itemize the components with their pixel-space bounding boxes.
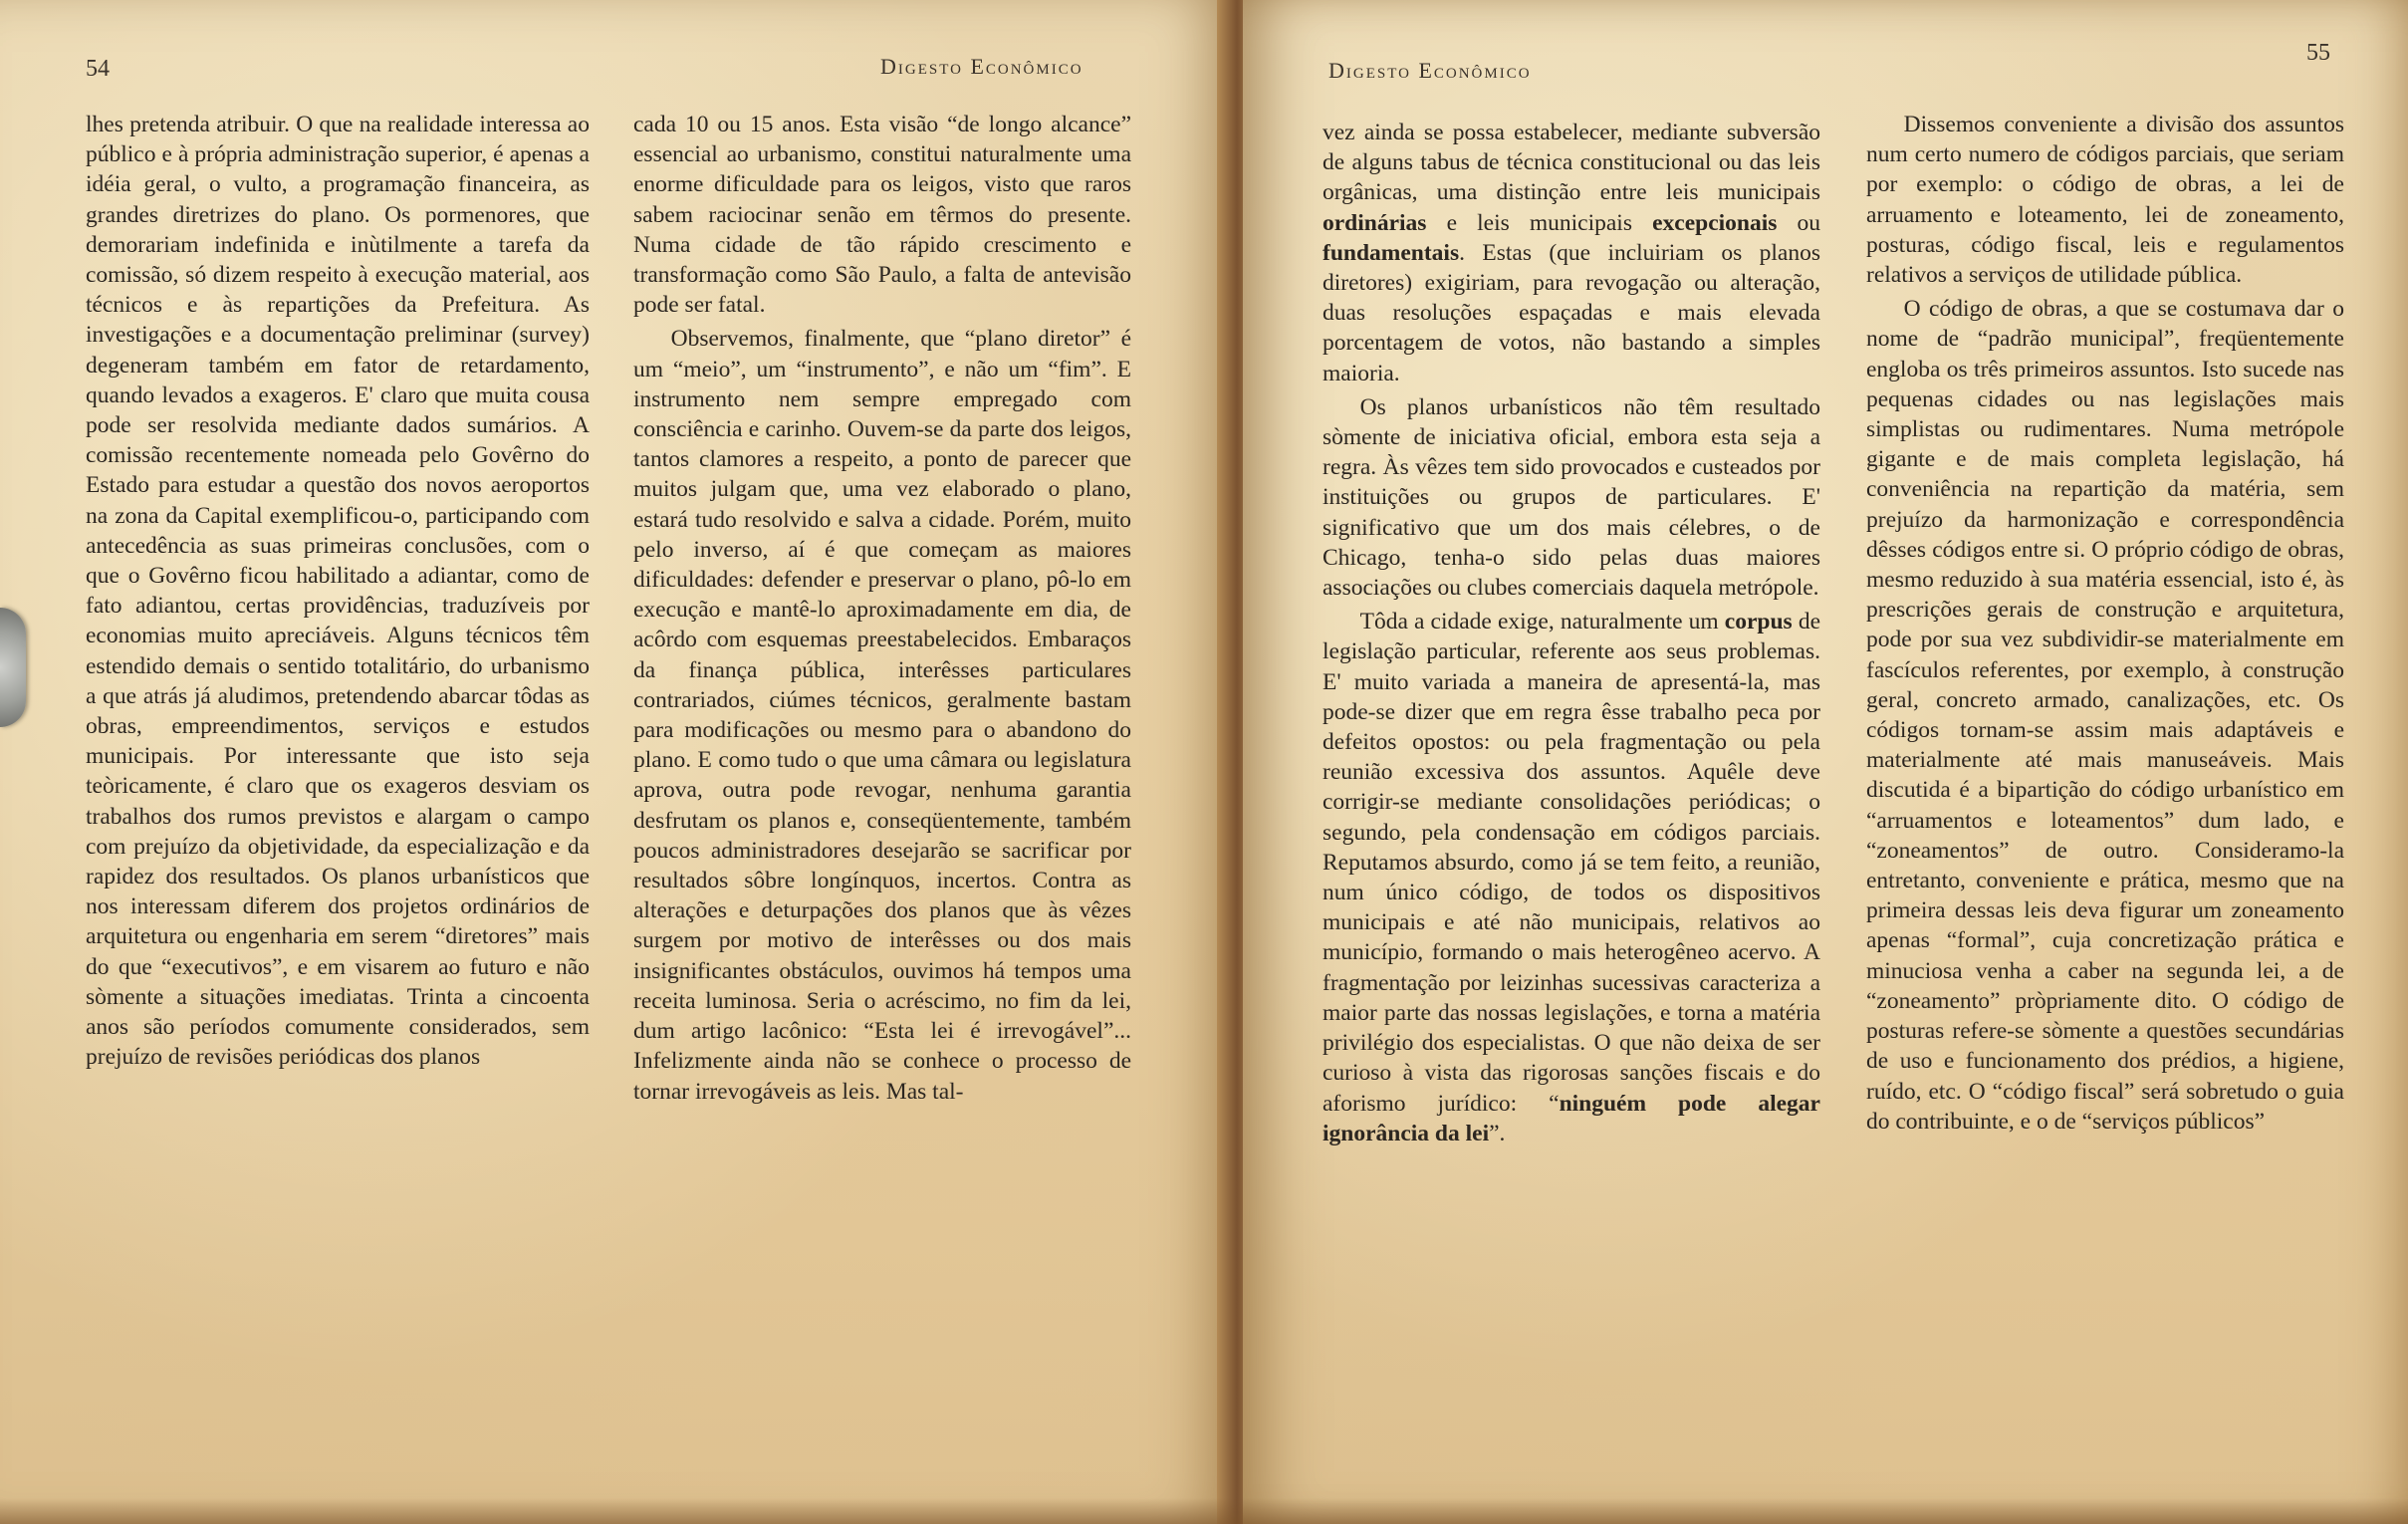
paragraph: Observemos, finalmente, que “plano diretor” é um “meio”, um “instrumento”, e não um “fim”. E instrumento nem sempre empregado com consciência e carinho. Ouvem-se da parte dos leigos, tantos clamores a respeito, a ponto de parecer que muitos julgam que, uma vez elaborado o plano, estará tudo resolvido e salva a cidade. Porém, muito pelo inverso, aí é que começam as maiores dificuldades: defender e preservar o plano, pô-lo em execução e mantê-lo aproximadamente em dia, de acôrdo com esquemas preestabelecidos. Embaraços da finança pública, interêsses particulares contrariados, ciúmes técnicos, geralmente bastam para modificações ou mesmo para o abandono do plano. E como tudo o que uma câmara ou legislatura aprova, outra pode revogar, nenhuma garantia desfrutam os planos e, conseqüentemente, também poucos administradores desejarão se sacrificar por resultados sôbre longínquos, incertos. Contra as alterações e deturpações dos planos que às vêzes surgem por motivo de interêsses ou dos mais insignificantes obstáculos, ouvimos há tempos uma receita luminosa. Seria o acréscimo, no fim da lei, dum artigo lacônico: “Esta lei é irrevogável”... Infelizmente ainda não se conhece o processo de tornar irrevogáveis as leis. Mas tal- — [633, 326, 1131, 1105]
paragraph: Tôda a cidade exige, naturalmente um corpus de legislação particular, referente aos seus problemas. E' muito variada a maneira de apresentá-la, mas pode-se dizer que em regra êsse trabalho peca por defeitos opostos: ou pela fragmentação ou pela reunião excessiva dos assuntos. Aquêle deve corrigir-se mediante consolidações periódicas; o segundo, pela condensação em códigos parciais. Reputamos absurdo, como já se tem feito, a reunião, num único código, de todos os dispositivos municipais e até não municipais, relativos ao município, formando o mais heterogêneo acervo. A fragmentação por leizinhas sucessivas caracteriza a maior parte das nossas legislações, e torna a matéria privilégio dos especialistas. O que não deixa de ser curioso à vista das rigorosas sanções fiscais e do aforismo jurídico: “ninguém pode alegar ignorância da lei”. — [1323, 609, 1820, 1146]
paragraph: cada 10 ou 15 anos. Esta visão “de longo alcance” essencial ao urbanismo, constitui naturalmente uma enorme dificuldade para os leigos, visto que raros sabem raciocinar senão em têrmos do presente. Numa cidade de tão rápido crescimento e transformação como São Paulo, a falta de antevisão pode ser fatal. — [633, 112, 1131, 319]
right-page-number: 55 — [2306, 40, 2330, 66]
binder-clip-icon — [0, 608, 26, 727]
left-column-1 — [86, 110, 590, 1073]
right-column-2 — [1866, 110, 2344, 1137]
left-page-number: 54 — [86, 56, 110, 82]
paragraph: Dissemos conveniente a divisão dos assuntos num certo numero de códigos parciais, que seriam por exemplo: o código de obras, a lei de arruamento e loteamento, lei de zoneamento, posturas, código fiscal, leis e regulamentos relativos a serviços de utilidade pública. — [1866, 112, 2344, 289]
right-running-head: Digesto Econômico — [1328, 58, 1532, 83]
paragraph: vez ainda se possa estabelecer, mediante subversão de alguns tabus de técnica constitucional ou das leis orgânicas, uma distinção entre leis municipais ordinárias e leis municipais excepcionais ou fundamentais. Estas (que incluiriam os planos diretores) exigiriam, para revogação ou alteração, duas resoluções espaçadas e mais elevada porcentagem de votos, não bastando a simples maioria. — [1323, 120, 1821, 386]
right-page — [1243, 0, 2408, 1524]
paragraph: O código de obras, a que se costumava dar o nome de “padrão municipal”, freqüentemente engloba os três primeiros assuntos. Isto sucede nas pequenas cidades ou nas legislações mais simplistas ou rudimentares. Numa metrópole gigante e de mais completa legislação, há conveniência na repartição da matéria, sem prejuízo da harmonização e correspondência dêsses códigos entre si. O próprio código de obras, mesmo reduzido à sua matéria essencial, isto é, às prescrições gerais de construção e arquitetura, pode por sua vez subdividir-se materialmente em fascículos referentes, por exemplo, à construção geral, concreto armado, canalizações, etc. Os códigos tornam-se assim mais adaptáveis e materialmente até mais manuseáveis. Mais discutida é a bipartição do código urbanístico em “arruamentos e loteamentos” dum lado, e “zoneamentos” de outro. Consideramo-la entretanto, conveniente e prática, mesmo que na primeira dessas leis deva figurar um zoneamento apenas “formal”, cuja concretização prática e minuciosa venha a caber na segunda lei, a de “zoneamento” pròpriamente dito. O código de posturas refere-se sòmente a questões secundárias de uso e funcionamento dos prédios, a higiene, ruído, etc. O “código fiscal” será sobretudo o guia do contribuinte, e o de “serviços públicos” — [1866, 296, 2344, 1135]
paragraph: lhes pretenda atribuir. O que na realidade interessa ao público e à própria administração superior, é apenas a idéia geral, o vulto, a programação financeira, as grandes diretrizes do plano. Os pormenores, que demorariam indefinida e inùtilmente a tarefa da comissão, só dizem respeito à execução material, aos técnicos e às repartições da Prefeitura. As investigações e a documentação preliminar (survey) degeneram também em fator de retardamento, quando levados a exageros. E' claro que muita cousa pode ser resolvida mediante dados sumários. A comissão recentemente nomeada pelo Govêrno do Estado para estudar a questão dos novos aeroportos na zona da Capital exemplificou-o, participando com antecedência as suas primeiras conclusões, com o que o Govêrno ficou habilitado a adiantar, como de fato adiantou, certas providências, traduzíveis por economias muito apreciáveis. Alguns técnicos têm estendido demais o sentido totalitário, do urbanismo a que atrás já aludimos, pretendendo abarcar tôdas as obras, empreendimentos, serviços e estudos municipais. Por interessante que isto seja teòricamente, é claro que os exageros desviam os trabalhos dos rumos previstos e alargam o campo com prejuízo da objetividade, da especialização e da rapidez dos resultados. Os planos urbanísticos que nos interessam diferem dos projetos ordinários de arquitetura ou engenharia em serem “diretores” mais do que “executivos”, e em visarem ao futuro e não sòmente a situações imediatas. Trinta a cincoenta anos são períodos comumente considerados, sem prejuízo de revisões periódicas dos planos — [86, 112, 590, 1071]
left-running-head: Digesto Econômico — [880, 54, 1084, 79]
right-column-1 — [1323, 118, 1820, 1148]
paragraph: Os planos urbanísticos não têm resultado sòmente de iniciativa oficial, embora esta seja a regra. Às vêzes tem sido provocados e custeados por instituições ou grupos de particulares. E' significativo que um dos mais célebres, o de Chicago, tenha-o sido pelas duas maiores associações ou clubes comerciais daquela metrópole. — [1323, 393, 1820, 602]
page-bottom-edge — [0, 1498, 2408, 1524]
left-column-2 — [633, 110, 1131, 1107]
